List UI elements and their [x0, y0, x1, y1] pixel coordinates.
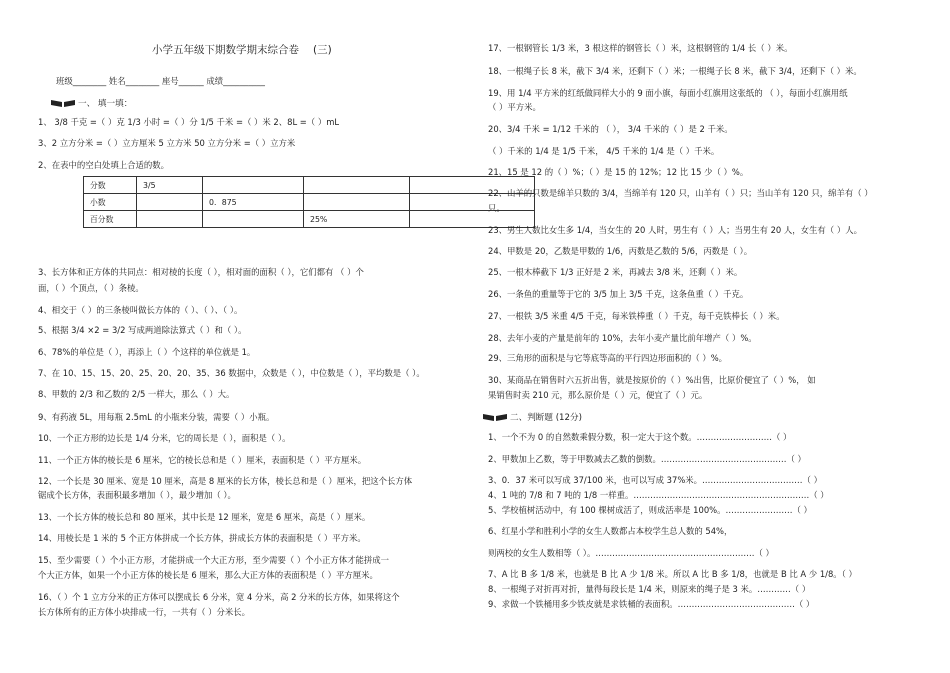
judge-5-line: 5、学校植树活动中，有 100 棵树成活了，则成活率是 100%。……………………（ ）: [488, 505, 812, 515]
q1-line-1: 1、 3/8 千克 =（ ）克 1/3 小时 =（ ）分 1/5 千米 =（ ）米 2、8L =（ ）mL: [38, 117, 340, 127]
table-cell: 3/5: [137, 177, 203, 194]
judge-9-line: 9、求做一个铁桶用多少铁皮就是求铁桶的表面积。……………………………………（ ）: [488, 599, 815, 609]
q20-line-2: （ ）千米的 1/4 是 1/5 千米， 4/5 千米的 1/4 是（ ）千米。: [488, 146, 720, 156]
q1-line-2: 3、2 立方分米 =（ ）立方厘米 5 立方米 50 立方分米 =（ ）立方米: [38, 138, 296, 148]
table-row-header: 分数: [84, 177, 137, 194]
q3-line-2: 面，（ ）个顶点，（ ）条棱。: [38, 283, 144, 293]
judge-6-line-1: 6、红星小学和胜利小学的女生人数都占本校学生总人数的 54%，: [488, 526, 733, 536]
q15-line-1: 15、至少需要（ ）个小正方形，才能拼成一个大正方形，至少需要（ ）个小正方体才能拼成一: [38, 555, 389, 565]
book-icon: [50, 99, 76, 108]
book-icon: [482, 413, 508, 422]
table-cell: [137, 211, 203, 228]
table-cell: [203, 177, 304, 194]
q2-line: 2、在表中的空白处填上合适的数。: [38, 160, 169, 170]
section-1-heading: [50, 97, 132, 109]
q19-line-1: 19、用 1/4 平方米的红纸做同样大小的 9 面小旗，每面小红旗用这张纸的 （ ），每面小红旗用纸: [488, 88, 848, 98]
table-cell: [137, 194, 203, 211]
q7-line: 7、在 10、15、15、20、25、20、20、35、36 数据中，众数是（ ），中位数是（ ），平均数是（ ）。: [38, 368, 425, 378]
q15-line-2: 个大正方体，如果一个小正方体的棱长是 6 厘米，那么大正方体的表面积是（ ）平方厘米。: [38, 570, 378, 580]
judge-1-line: 1、一个不为 0 的自然数乘假分数，积一定大于这个数。………………………（ ）: [488, 432, 792, 442]
table-cell: [203, 211, 304, 228]
q25-line: 25、一根木棒截下 1/3 正好是 2 米，再减去 3/8 米，还剩（ ）米。: [488, 267, 743, 277]
q27-line: 27、一根铁 3/5 米重 4/5 千克，每米铁棒重（ ）千克，每千克铁棒长（ ）米。: [488, 311, 785, 321]
table-row: [84, 177, 535, 194]
q16-line-1: 16、（ ）个 1 立方分米的正方体可以摆成长 6 分米，宽 4 分米，高 2 分米的长方体，如果将这个: [38, 592, 400, 602]
section-1-title: 一、 填一填：: [78, 99, 133, 109]
q19-line-2: （ ）平方米。: [488, 102, 541, 112]
judge-8-line: 8、一根绳子对折再对折，量得每段长是 1/4 米，则原来的绳子是 3 米。…………（ ）: [488, 584, 811, 594]
q22-line-2: 只。: [488, 203, 505, 213]
table-cell: [304, 177, 410, 194]
judge-3-line: 3、0．37 米可以写成 37/100 米，也可以写成 37%米。………………………………（ ）: [488, 475, 822, 485]
q13-line: 13、一个长方体的棱长总和 80 厘米，其中长是 12 厘米，宽是 6 厘米，高是（ ）厘米。: [38, 512, 371, 522]
table-cell: 25%: [304, 211, 410, 228]
q21-line: 21、15 是 12 的（ ）%；（ ）是 15 的 12%；12 比 15 少（ ）%。: [488, 167, 749, 177]
exam-title: [152, 42, 332, 57]
table-row: [84, 194, 535, 211]
q30-line-1: 30、某商品在销售时六五折出售，就是按原价的（ ）%出售，比原价便宜了（ ）%， 如: [488, 375, 816, 385]
q5-line: 5、根据 3/4 ×2 = 3/2 写成两道除法算式（ ）和（ ）。: [38, 325, 247, 335]
table-row-header: 百分数: [84, 211, 137, 228]
q28-line: 28、去年小麦的产量是前年的 10%，去年小麦产量比前年增产（ ）%。: [488, 333, 757, 343]
q11-line: 11、一个正方体的棱长是 6 厘米，它的棱长总和是（ ）厘米，表面积是（ ）平方厘米。: [38, 455, 367, 465]
judge-6-line-2: 则两校的女生人数相等（ ）。…………………………………………………（ ）: [488, 548, 774, 558]
q29-line: 29、三角形的面积是与它等底等高的平行四边形面积的（ ）%。: [488, 353, 728, 363]
section-2-title: 二、判断题 (12分): [510, 413, 582, 423]
q12-line-2: 锯成个长方体，表面积最多增加（ ），最少增加（ ）。: [38, 490, 236, 500]
exam-title-main: 小学五年级下期数学期末综合卷: [152, 44, 299, 56]
q6-line: 6、78%的单位是（ ），再添上（ ）个这样的单位就是 1。: [38, 347, 256, 357]
q3-line-1: 3、长方体和正方体的共同点：相对棱的长度（ ），相对面的面积（ ），它们都有 （ ）个: [38, 267, 364, 277]
exam-title-suffix: (三): [313, 44, 332, 56]
judge-4-line: 4、1 吨的 7/8 和 7 吨的 1/8 一样重。………………………………………………………（ ）: [488, 490, 829, 500]
table-row: [84, 211, 535, 228]
table-cell: 0．875: [203, 194, 304, 211]
student-info-line: 班级________ 姓名________ 座号______ 成绩__________: [56, 76, 265, 86]
section-2-heading: [482, 411, 582, 423]
fraction-decimal-percent-table: [83, 176, 535, 228]
q30-line-2: 果销售时卖 210 元，那么原价是（ ）元，便宜了（ ）元。: [488, 390, 708, 400]
q14-line: 14、用棱长是 1 米的 5 个正方体拼成一个长方体，拼成长方体的表面积是（ ）平方米。: [38, 533, 366, 543]
judge-7-line: 7、A 比 B 多 1/8 米，也就是 B 比 A 少 1/8 米。所以 A 比 B 多 1/8，也就是 B 比 A 少 1/8。（ ）: [488, 569, 857, 579]
table-row-header: 小数: [84, 194, 137, 211]
q16-line-2: 长方体所有的正方体小块排成一行，一共有（ ）分米长。: [38, 607, 251, 617]
table-cell: [304, 194, 410, 211]
q26-line: 26、一条鱼的重量等于它的 3/5 加上 3/5 千克，这条鱼重（ ）千克。: [488, 289, 749, 299]
q4-line: 4、相交于（ ）的三条棱叫做长方体的（ ）、（ ）、（ ）。: [38, 305, 243, 315]
q10-line: 10、一个正方形的边长是 1/4 分米，它的周长是（ ），面积是（ ）。: [38, 433, 291, 443]
q22-line-1: 22、山羊的只数是绵羊只数的 3/4，当绵羊有 120 只，山羊有（ ）只；当山羊有 120 只，绵羊有（ ）: [488, 188, 873, 198]
q18-line: 18、一根绳子长 8 米，截下 3/4 米，还剩下（ ）米；一根绳子长 8 米，截下 3/4，还剩下（ ）米。: [488, 66, 862, 76]
q23-line: 23、男生人数比女生多 1/4，当女生的 20 人时，男生有（ ）人；当男生有 20 人，女生有（ ）人。: [488, 225, 862, 235]
q20-line-1: 20、3/4 千米 = 1/12 千米的 （ ）， 3/4 千米的（ ）是 2 千米。: [488, 124, 733, 134]
judge-2-line: 2、甲数加上乙数，等于甲数减去乙数的倒数。………………………………………（ ）: [488, 454, 806, 464]
q24-line: 24、甲数是 20，乙数是甲数的 1/6，丙数是乙数的 5/6，丙数是（ ）。: [488, 246, 753, 256]
q17-line: 17、一根钢管长 1/3 米，3 根这样的钢管长（ ）米，这根钢管的 1/4 长（ ）米。: [488, 43, 793, 53]
q12-line-1: 12、一个长是 30 厘米、宽是 10 厘米，高是 8 厘米的长方体，棱长总和是（ ）厘米，把这个长方体: [38, 476, 413, 486]
q8-line: 8、甲数的 2/3 和乙数的 2/5 一样大，那么（ ）大。: [38, 389, 235, 399]
q9-line: 9、有药液 5L，用每瓶 2.5mL 的小瓶来分装，需要（ ）小瓶。: [38, 412, 275, 422]
